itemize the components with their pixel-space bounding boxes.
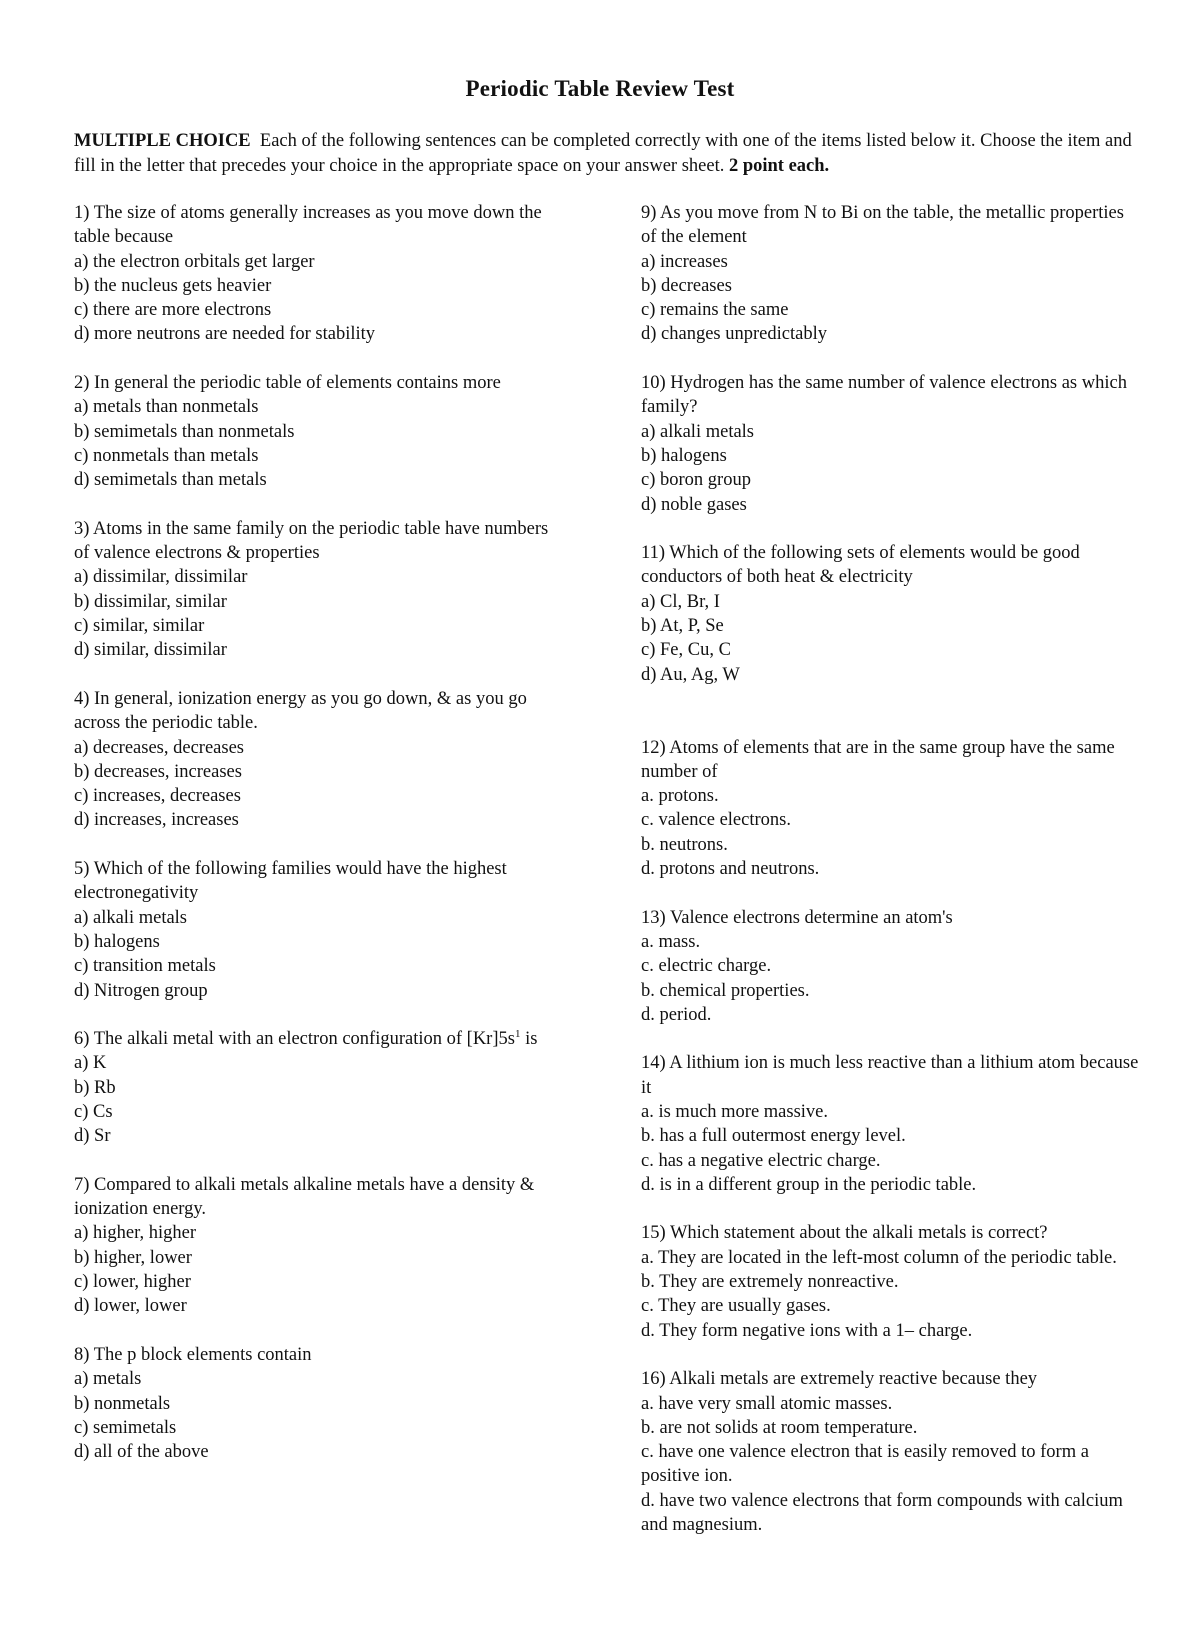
option-a: a) metals than nonmetals [74,397,259,418]
option-d: d. period. [641,1004,712,1025]
question-2 [74,371,564,492]
option-d: d) more neutrons are needed for stability [74,324,376,345]
option-b: b) halogens [641,445,727,466]
question-stem: 13) Valence electrons determine an atom's [641,907,953,928]
option-c: c) nonmetals than metals [74,445,259,466]
question-stem: 2) In general the periodic table of elements contains more [74,373,501,394]
question-stem: 1) The size of atoms generally increases as you move down the table because [74,203,542,248]
option-a: a) decreases, decreases [74,737,244,758]
option-d: d. have two valence electrons that form compounds with calcium and magnesium. [641,1490,1123,1536]
option-c: c) remains the same [641,300,789,321]
question-stem: 15) Which statement about the alkali metals is correct? [641,1223,1048,1244]
stem-part: 4) In general, ionization energy [74,688,307,709]
option-c: c) increases, decreases [74,786,241,807]
option-d: d) changes unpredictably [641,324,827,345]
points-note: 2 point each. [728,156,830,176]
option-b: b) decreases, increases [74,761,242,782]
option-c: c. They are usually gases. [641,1296,831,1317]
option-c: c. valence electrons. [641,810,791,831]
question-stem: 14) A lithium ion is much less reactive than a lithium atom because it [641,1053,1139,1098]
option-c: c) there are more electrons [74,300,272,321]
option-d: d. is in a different group in the periodic table. [641,1174,977,1195]
option-d: d) noble gases [641,494,747,515]
option-b: b) dissimilar, similar [74,591,227,612]
option-a: a) alkali metals [641,421,755,442]
option-a: a. is much more massive. [641,1101,829,1122]
option-b: b. They are extremely nonreactive. [641,1272,899,1293]
option-b: b) nonmetals [74,1393,171,1414]
question-6 [74,1027,564,1148]
option-a: a. protons. [641,786,719,807]
stem-part: 6) The alkali metal with an electron configuration of [74,1029,463,1050]
stem-part: numbers of valence electrons & [74,518,549,564]
question-stem [74,517,564,566]
option-c: c. electric charge. [641,956,772,977]
option-d: d) lower, lower [74,1296,187,1317]
stem-part: 7) Compared to alkali metals alkaline metals have a [74,1174,458,1195]
question-14 [641,1051,1141,1197]
option-c: c) Fe, Cu, C [641,640,731,661]
option-c: c) semimetals [74,1417,177,1438]
option-b: b) decreases [641,275,732,296]
option-c: c) boron group [641,470,751,491]
option-d: d) all of the above [74,1442,209,1463]
instructions [74,129,1154,179]
instructions-text: Each of the following sentences can be completed correctly with one of the items listed below it. Choose the item and fill in the letter that precedes your choice in the appropriate space on your answer sheet. [74,131,1132,176]
option-c: c) transition metals [74,956,216,977]
stem-part: density & [461,1174,535,1195]
option-d: d. They form negative ions with a 1– charge. [641,1320,973,1341]
option-b: b) the nucleus gets heavier [74,275,272,296]
question-12 [641,736,1141,882]
question-7 [74,1173,564,1319]
question-13 [641,906,1141,1027]
option-a: a) higher, higher [74,1223,197,1244]
option-c: c. has a negative electric charge. [641,1150,881,1171]
question-3 [74,517,564,663]
question-stem [74,1027,564,1051]
option-d: d) similar, dissimilar [74,640,227,661]
option-a: a) Cl, Br, I [641,591,720,612]
option-c: c) lower, higher [74,1272,191,1293]
option-a: a) metals [74,1369,142,1390]
question-stem: 10) Hydrogen has the same number of valence electrons as which family? [641,373,1127,418]
stem-part: as you go down, & [311,688,452,709]
question-stem: 8) The p block elements contain [74,1344,312,1365]
option-c: c) Cs [74,1101,113,1122]
question-stem: 5) Which of the following families would have the highest electronegativity [74,859,507,904]
question-4 [74,687,564,833]
option-b: b. has a full outermost energy level. [641,1126,906,1147]
stem-part: 3) Atoms in the same family on the periodic table have [74,518,480,539]
stem-part: ionization energy. [74,1199,207,1220]
question-stem: 16) Alkali metals are extremely reactive because they [641,1369,1038,1390]
option-d: d) Sr [74,1126,111,1147]
question-11 [641,541,1141,687]
option-d: d) semimetals than metals [74,470,267,491]
option-a: a) K [74,1053,107,1074]
question-8 [74,1343,564,1464]
option-a: a) increases [641,251,728,272]
stem-part: properties [245,543,320,564]
instructions-heading: MULTIPLE CHOICE [74,131,251,151]
question-stem [74,1173,564,1222]
left-column [74,201,564,1489]
option-b: b. are not solids at room temperature. [641,1417,918,1438]
stem-part: as you go across the periodic table. [74,688,527,734]
option-d: d) increases, increases [74,810,239,831]
option-b: b) semimetals than nonmetals [74,421,295,442]
stem-part: is [520,1029,538,1050]
option-a: a. They are located in the left-most column of the periodic table. [641,1247,1117,1268]
question-1 [74,201,564,347]
option-b: b) Rb [74,1077,116,1098]
option-d: d. protons and neutrons. [641,859,820,880]
option-d: d) Nitrogen group [74,980,208,1001]
option-a: a) the electron orbitals get larger [74,251,315,272]
question-stem [74,687,564,736]
question-15 [641,1221,1141,1342]
option-a: a. mass. [641,931,701,952]
question-stem: 11) Which of the following sets of elements would be good conductors of both heat & electricity [641,543,1080,588]
question-stem: 9) As you move from N to Bi on the table, the metallic properties of the element [641,203,1124,248]
option-a: a) alkali metals [74,907,188,928]
right-column [641,201,1141,1562]
option-b: b) halogens [74,931,160,952]
option-c: c. have one valence electron that is easily removed to form a positive ion. [641,1442,1089,1487]
option-c: c) similar, similar [74,616,205,637]
question-16 [641,1367,1141,1537]
option-a: a. have very small atomic masses. [641,1393,893,1414]
question-9 [641,201,1141,347]
page-title: Periodic Table Review Test [465,76,735,101]
option-a: a) dissimilar, dissimilar [74,567,248,588]
option-b: b. neutrons. [641,834,728,855]
question-10 [641,371,1141,517]
question-5 [74,857,564,1003]
option-d: d) Au, Ag, W [641,664,740,685]
stem-part: [Kr]5s [466,1029,515,1050]
superscript: 1 [514,1027,521,1040]
option-b: b. chemical properties. [641,980,810,1001]
option-b: b) At, P, Se [641,616,724,637]
option-b: b) higher, lower [74,1247,192,1268]
question-stem: 12) Atoms of elements that are in the same group have the same number of [641,737,1115,782]
